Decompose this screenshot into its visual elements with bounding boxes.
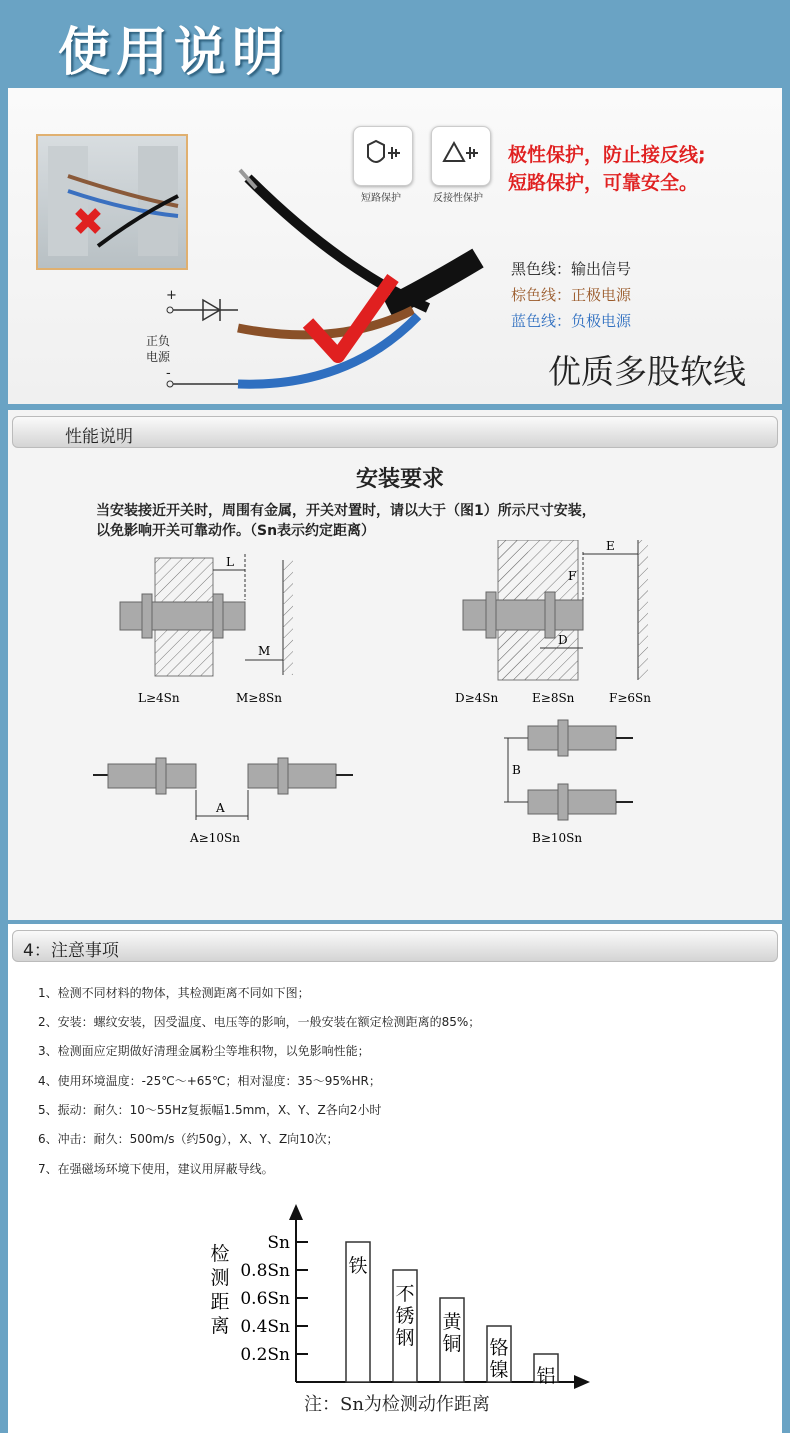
performance-heading-bar xyxy=(12,416,778,448)
formula-M: M≥8Sn xyxy=(236,691,282,705)
page-header xyxy=(0,0,790,84)
bar-label: 不 xyxy=(395,1283,415,1305)
note-5: 5、振动：耐久：10～55Hz复振幅1.5mm，X、Y、Z各向2小时 xyxy=(38,1103,382,1117)
y-axis-label-char: 离 xyxy=(210,1315,230,1337)
bar-label: 镍 xyxy=(489,1359,509,1381)
chart-note: 注：Sn为检测动作距离 xyxy=(304,1394,490,1415)
y-axis-label-char: 检 xyxy=(210,1243,230,1265)
y-tick-label: 0.8Sn xyxy=(240,1261,290,1281)
performance-panel xyxy=(8,410,782,920)
install-title: 安装要求 xyxy=(356,467,445,492)
brown-wire-label: 棕色线：正极电源 xyxy=(511,286,632,304)
label-F: F xyxy=(568,569,577,583)
note-4: 4、使用环境温度：-25℃～+65℃；相对湿度：35～95%HR； xyxy=(38,1074,381,1088)
note-3: 3、检测面应定期做好清理金属粉尘等堆积物，以免影响性能； xyxy=(38,1044,370,1058)
reverse-protection-label: 反接性保护 xyxy=(433,193,483,204)
short-circuit-label: 短路保护 xyxy=(361,193,401,204)
y-tick-label: 0.6Sn xyxy=(240,1289,290,1309)
note-6: 6、冲击：耐久：500m/s（约50g），X、Y、Z向10次； xyxy=(38,1132,339,1146)
wiring-panel xyxy=(8,88,782,404)
bar-label: 黄 xyxy=(442,1311,462,1333)
y-axis-label-char: 距 xyxy=(210,1291,230,1313)
bar-label: 铁 xyxy=(348,1255,368,1277)
note-7: 7、在强磁场环境下使用，建议用屏蔽导线。 xyxy=(38,1162,274,1176)
minus-sign: - xyxy=(166,366,171,381)
label-A: A xyxy=(216,801,225,815)
install-text-1: 当安装接近开关时，周围有金属，开关对置时，请以大于（图1）所示尺寸安装， xyxy=(96,503,596,519)
y-axis-label-char: 测 xyxy=(210,1267,230,1289)
page-title: 使用说明 xyxy=(58,23,291,83)
bar-label: 钢 xyxy=(395,1327,415,1349)
x-axis-arrow xyxy=(574,1375,590,1389)
notes-heading: 4：注意事项 xyxy=(23,941,119,961)
bar-label: 铬 xyxy=(489,1337,509,1359)
wire-caption: 优质多股软线 xyxy=(548,352,746,391)
label-D: D xyxy=(558,633,568,647)
power-label-2: 电源 xyxy=(146,350,171,364)
y-tick-label: 0.4Sn xyxy=(240,1317,290,1337)
short-circuit-text: 短路保护，可靠安全。 xyxy=(508,172,699,194)
install-diagram xyxy=(8,540,782,940)
formula-L: L≥4Sn xyxy=(138,691,180,705)
label-B: B xyxy=(512,763,521,777)
label-M: M xyxy=(258,644,271,658)
formula-F: F≥6Sn xyxy=(609,691,651,705)
formula-E: E≥8Sn xyxy=(532,691,575,705)
formula-D: D≥4Sn xyxy=(455,691,499,705)
note-1: 1、检测不同材料的物体，其检测距离不同如下图； xyxy=(38,986,310,1000)
polarity-text: 极性保护，防止接反线; xyxy=(508,144,706,166)
plus-sign: + xyxy=(166,288,177,303)
label-E: E xyxy=(606,540,615,553)
black-wire-label: 黑色线：输出信号 xyxy=(511,260,632,278)
install-text-2: 以免影响开关可靠动作。（Sn表示约定距离） xyxy=(96,523,376,539)
bar-label: 铜 xyxy=(442,1333,462,1355)
formula-A: A≥10Sn xyxy=(190,831,240,845)
performance-heading: 性能说明 xyxy=(65,427,133,447)
bar-label: 锈 xyxy=(395,1305,415,1327)
note-2: 2、安装：螺纹安装，因受温度、电压等的影响，一般安装在额定检测距离的85%； xyxy=(38,1015,481,1029)
y-tick-label: Sn xyxy=(267,1233,290,1253)
y-axis-arrow xyxy=(289,1204,303,1220)
label-L: L xyxy=(226,555,234,569)
formula-B: B≥10Sn xyxy=(532,831,583,845)
y-tick-label: 0.2Sn xyxy=(240,1345,290,1365)
power-label-1: 正负 xyxy=(146,334,171,348)
notes-heading-bar xyxy=(12,930,778,962)
bar-label: 铝 xyxy=(536,1365,556,1387)
notes-panel xyxy=(8,924,782,1433)
blue-wire-label: 蓝色线：负极电源 xyxy=(511,312,632,330)
